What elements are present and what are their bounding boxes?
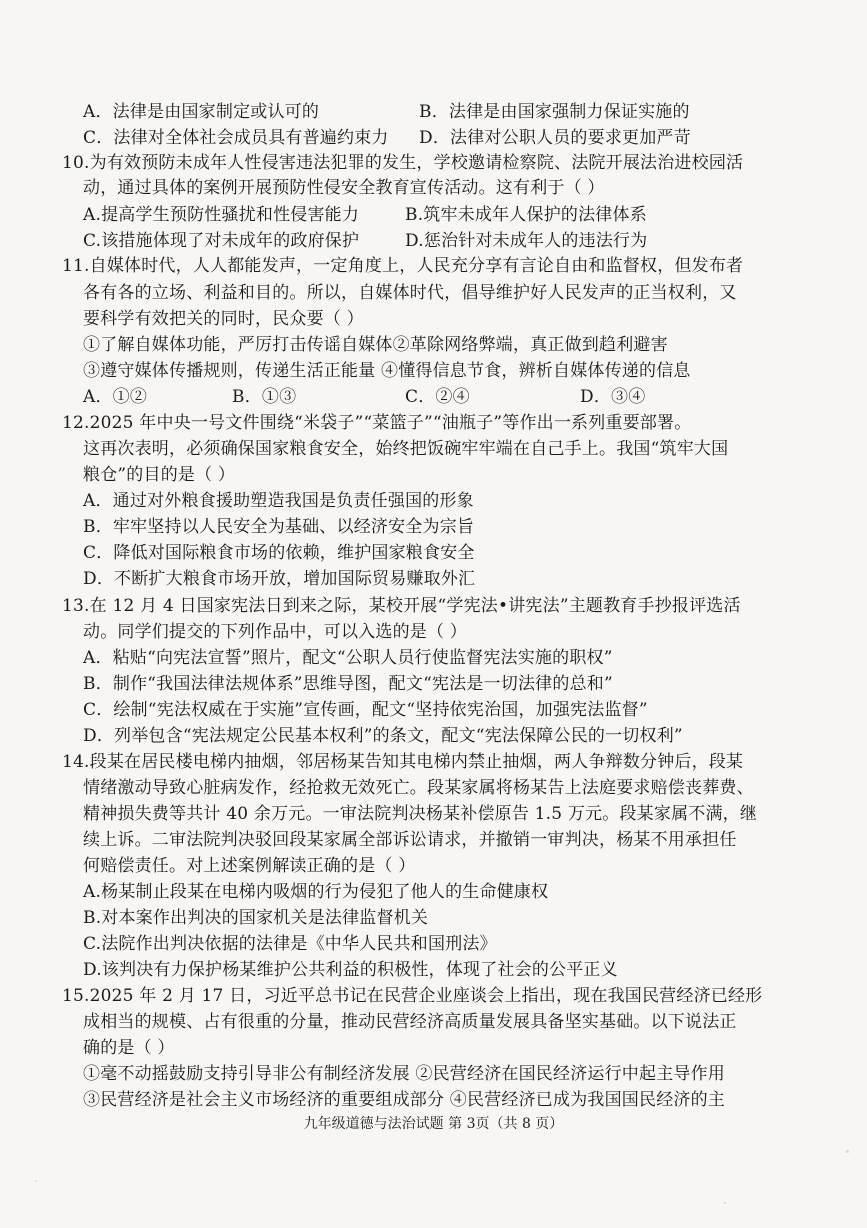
q14-option-c: C.法院作出判决依据的法律是《中华人民共和国刑法》 [83, 934, 497, 954]
q10-stem-line-2: 动，通过具体的案例开展预防性侵安全教育宣传活动。这有利于（ ） [83, 178, 605, 198]
q9-option-c: C．法律对全体社会成员具有普遍约束力 [83, 128, 389, 148]
q9-option-a: A．法律是由国家制定或认可的 [83, 102, 320, 122]
q13-stem-line-2: 动。同学们提交的下列作品中，可以入选的是（ ） [83, 622, 468, 642]
q14-stem-line-4: 续上诉。二审法院判决驳回段某家属全部诉讼请求，并撤销一审判决，杨某不用承担任 [83, 830, 737, 850]
q13-option-b: B．制作“我国法律法规体系”思维导图，配文“宪法是一切法律的总和” [83, 674, 613, 694]
q11-statements-1-2: ①了解自媒体功能，严厉打击传谣自媒体②革除网络弊端，真正做到趋利避害 [83, 335, 668, 355]
q12-stem-line-3: 粮仓”的目的是（ ） [83, 465, 236, 485]
q14-option-d: D.该判决有力保护杨某维护公共利益的积极性，体现了社会的公平正义 [83, 960, 618, 980]
q14-stem-line-5: 何赔偿责任。对上述案例解读正确的是（ ） [83, 856, 416, 876]
q15-statements-3-4: ③民营经济是社会主义市场经济的重要组成部分 ④民营经济已成为我国国民经济的主 [83, 1090, 726, 1110]
q11-stem-line-1: 11.自媒体时代，人人都能发声，一定角度上，人民充分享有言论自由和监督权，但发布者 [62, 256, 744, 276]
q11-option-b: B．①③ [232, 387, 297, 407]
q10-option-d: D.惩治针对未成年人的违法行为 [405, 231, 648, 251]
scan-speck [846, 1150, 849, 1153]
q12-option-b: B．牢牢坚持以人民安全为基础、以经济安全为宗旨 [83, 517, 475, 537]
q14-stem-line-2: 情绪激动导致心脏病发作，经抢救无效死亡。段某家属将杨某告上法庭要求赔偿丧葬费、 [83, 778, 754, 798]
q10-option-c: C.该措施体现了对未成年的政府保护 [83, 231, 360, 251]
q11-stem-line-3: 要科学有效把关的同时，民众要（ ） [83, 309, 364, 329]
q12-stem-line-1: 12.2025 年中央一号文件围绕“米袋子”“菜篮子”“油瓶子”等作出一系列重要部署。 [62, 413, 692, 433]
q15-stem-line-3: 确的是（ ） [83, 1038, 175, 1058]
q11-option-a: A．①② [83, 387, 148, 407]
q12-option-c: C．降低对国际粮食市场的依赖，维护国家粮食安全 [83, 543, 475, 563]
scan-speck [35, 1180, 37, 1182]
q15-stem-line-1: 15.2025 年 2 月 17 日，习近平总书记在民营企业座谈会上指出，现在我国民营经济已经形 [62, 986, 763, 1006]
q13-option-c: C．绘制“宪法权威在于实施”宣传画，配文“坚持依宪治国，加强宪法监督” [83, 700, 648, 720]
scan-speck [724, 1202, 726, 1204]
q12-option-a: A．通过对外粮食援助塑造我国是负责任强国的形象 [83, 491, 474, 511]
q12-option-d: D．不断扩大粮食市场开放，增加国际贸易赚取外汇 [83, 569, 476, 589]
q14-option-a: A.杨某制止段某在电梯内吸烟的行为侵犯了他人的生命健康权 [83, 882, 549, 902]
q15-statements-1-2: ①毫不动摇鼓励支持引导非公有制经济发展 ②民营经济在国民经济运行中起主导作用 [83, 1064, 726, 1084]
q15-stem-line-2: 成相当的规模、占有很重的分量，推动民营经济高质量发展具备坚实基础。以下说法正 [83, 1012, 737, 1032]
q14-stem-line-1: 14.段某在居民楼电梯内抽烟，邻居杨某告知其电梯内禁止抽烟，两人争辩数分钟后，段某 [62, 752, 744, 772]
q14-option-b: B.对本案作出判决的国家机关是法律监督机关 [83, 908, 429, 928]
q12-stem-line-2: 这再次表明，必须确保国家粮食安全，始终把饭碗牢牢端在自己手上。我国“筑牢大国 [83, 439, 729, 459]
q11-statements-3-4: ③遵守媒体传播规则，传递生活正能量 ④懂得信息节食，辨析自媒体传递的信息 [83, 361, 691, 381]
page-footer: 九年级道德与法治试题 第 3页（共 8 页） [303, 1116, 564, 1132]
q10-stem-line-1: 10.为有效预防未成年人性侵害违法犯罪的发生，学校邀请检察院、法院开展法治进校园活 [62, 153, 744, 173]
q9-option-b: B．法律是由国家强制力保证实施的 [419, 102, 690, 122]
q11-stem-line-2: 各有各的立场、利益和目的。所以，自媒体时代，倡导维护好人民发声的正当权利，又 [83, 283, 737, 303]
q11-option-c: C．②④ [405, 387, 470, 407]
q10-option-b: B.筑牢未成年人保护的法律体系 [405, 205, 647, 225]
q13-option-d: D．列举包含“宪法规定公民基本权利”的条文，配文“宪法保障公民的一切权利” [83, 726, 683, 746]
q13-stem-line-1: 13.在 12 月 4 日国家宪法日到来之际，某校开展“学宪法•讲宪法”主题教育手抄报评选活 [62, 596, 741, 616]
q9-option-d: D．法律对公职人员的要求更加严苛 [419, 128, 691, 148]
q14-stem-line-3: 精神损失费等共计 40 余万元。一审法院判决杨某补偿原告 1.5 万元。段某家属不满，继 [83, 804, 758, 824]
q10-option-a: A.提高学生预防性骚扰和性侵害能力 [83, 205, 360, 225]
q13-option-a: A．粘贴“向宪法宣誓”照片，配文“公职人员行使监督宪法实施的职权” [83, 648, 613, 668]
q11-option-d: D．③④ [580, 387, 646, 407]
